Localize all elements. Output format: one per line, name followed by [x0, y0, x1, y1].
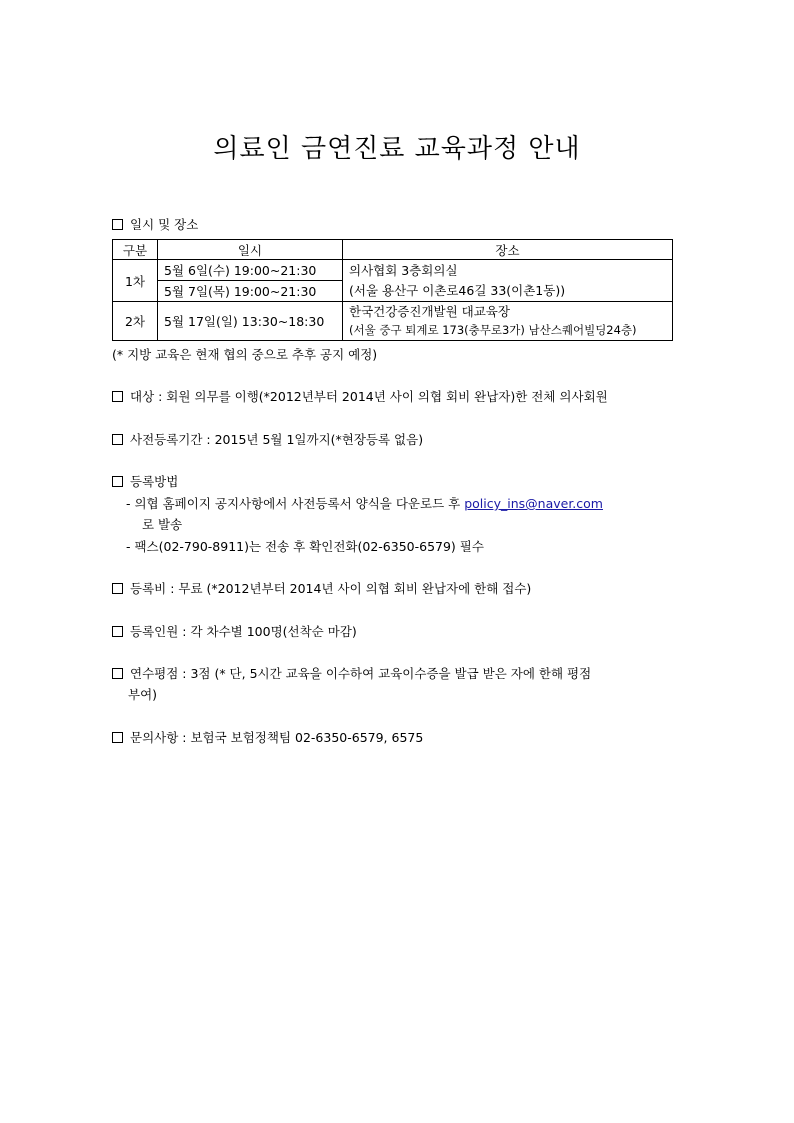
checkbox-bullet-icon: [112, 476, 123, 487]
session-place: [343, 302, 673, 341]
page-title: 의료인 금연진료 교육과정 안내: [213, 134, 581, 164]
table-row: [113, 302, 673, 341]
credits-section-continued: 부여): [128, 687, 158, 702]
table-header-row: [113, 240, 673, 260]
checkbox-bullet-icon: [112, 434, 123, 445]
column-header: 일시: [158, 240, 343, 260]
schedule-note: (* 지방 교육은 현재 협의 중으로 추후 공지 예정): [112, 347, 378, 362]
email-link[interactable]: policy_ins@naver.com: [464, 496, 603, 511]
checkbox-bullet-icon: [112, 668, 123, 679]
checkbox-bullet-icon: [112, 732, 123, 743]
checkbox-bullet-icon: [112, 626, 123, 637]
column-header: 장소: [343, 240, 673, 260]
place-name: 의사협회 3층회의실: [349, 262, 458, 278]
target-section: 대상 : 회원 의무를 이행(*2012년부터 2014년 사이 의협 회비 완납자)한 전체 의사회원: [112, 388, 608, 405]
schedule-table: [112, 239, 673, 341]
pre-registration-section: 사전등록기간 : 2015년 5월 1일까지(*현장등록 없음): [112, 431, 423, 448]
contact-section: 문의사항 : 보험국 보험정책팀 02-6350-6579, 6575: [112, 729, 423, 746]
session-date: 5월 6일(수) 19:00~21:30: [158, 260, 343, 281]
place-address: (서울 용산구 이촌로46길 33(이촌1동)): [349, 282, 566, 298]
schedule-heading: 일시 및 장소: [112, 216, 198, 233]
table-row: [113, 260, 673, 281]
session-date: 5월 17일(일) 13:30~18:30: [158, 302, 343, 341]
session-label: 1차: [113, 260, 158, 302]
fee-section: 등록비 : 무료 (*2012년부터 2014년 사이 의협 회비 완납자에 한해 접수): [112, 580, 531, 597]
registration-item: - 의협 홈페이지 공지사항에서 사전등록서 양식을 다운로드 후 policy_ins@naver.com: [126, 496, 603, 511]
place-address: (서울 중구 퇴계로 173(충무로3가) 남산스퀘어빌딩24층): [349, 323, 637, 337]
session-place: [343, 260, 673, 302]
registration-item-continued: 로 발송: [142, 517, 183, 532]
checkbox-bullet-icon: [112, 583, 123, 594]
place-name: 한국건강증진개발원 대교육장: [349, 304, 510, 319]
session-date: 5월 7일(목) 19:00~21:30: [158, 281, 343, 302]
checkbox-bullet-icon: [112, 219, 123, 230]
registration-item: - 팩스(02-790-8911)는 전송 후 확인전화(02-6350-6579) 필수: [126, 539, 484, 554]
registration-heading: 등록방법: [112, 473, 178, 490]
checkbox-bullet-icon: [112, 391, 123, 402]
column-header: 구분: [113, 240, 158, 260]
capacity-section: 등록인원 : 각 차수별 100명(선착순 마감): [112, 623, 357, 640]
session-label: 2차: [113, 302, 158, 341]
credits-section: 연수평점 : 3점 (* 단, 5시간 교육을 이수하여 교육이수증을 발급 받은 자에 한해 평점: [112, 665, 591, 682]
